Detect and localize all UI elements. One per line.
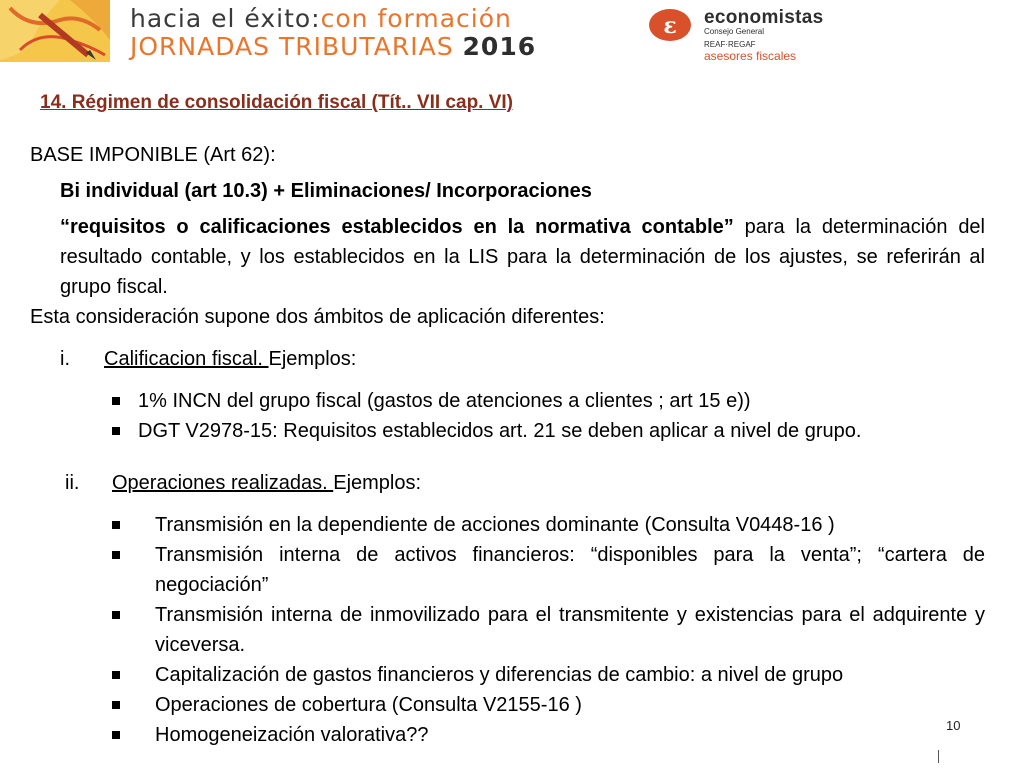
list-item: Transmisión interna de activos financieros: “disponibles para la venta”; “cartera de negociación” <box>112 540 985 600</box>
bullet-icon <box>112 671 120 679</box>
tagline-part2: con formación <box>320 4 512 33</box>
section-ii-label: Operaciones realizadas. <box>112 472 334 494</box>
banner-event-title <box>130 32 536 61</box>
bullet-icon <box>112 427 120 435</box>
economistas-org-block <box>704 8 823 62</box>
event-year: 2016 <box>462 32 537 61</box>
slide-body <box>30 140 985 750</box>
base-imponible-heading: BASE IMPONIBLE (Art 62): <box>30 144 276 166</box>
section-ii-heading <box>65 468 985 498</box>
list-item: DGT V2978-15: Requisitos establecidos art. 21 se deben aplicar a nivel de grupo. <box>112 416 985 446</box>
bullet-icon <box>112 611 120 619</box>
section-i-label: Calificacion fiscal. <box>104 348 269 370</box>
page-number: 10 <box>946 718 961 733</box>
org-consejo: Consejo General <box>704 27 765 36</box>
slide-title: 14. Régimen de consolidación fiscal (Tít.. VII cap. VI) <box>40 92 514 113</box>
requisitos-bold: “requisitos o calificaciones establecidos en la normativa contable” <box>60 216 734 238</box>
list-item: Operaciones de cobertura (Consulta V2155-16 ) <box>112 690 985 720</box>
bullet-icon <box>112 731 120 739</box>
consideracion-text: Esta consideración supone dos ámbitos de aplicación diferentes: <box>30 306 605 328</box>
section-ii-suffix: Ejemplos: <box>333 472 422 494</box>
tagline-part1: hacia el éxito: <box>130 4 321 33</box>
economistas-logo-icon <box>648 8 692 42</box>
org-reaf: REAF·REGAF <box>704 40 756 49</box>
list-item: 1% INCN del grupo fiscal (gastos de atenciones a clientes ; art 15 e)) <box>112 386 985 416</box>
list-item: Capitalización de gastos financieros y diferencias de cambio: a nivel de grupo <box>112 660 985 690</box>
banner-tagline <box>130 4 512 34</box>
bottom-divider <box>938 750 939 763</box>
event-name: JORNADAS TRIBUTARIAS <box>130 32 454 61</box>
section-i-suffix: Ejemplos: <box>268 348 357 370</box>
org-asesores: asesores fiscales <box>704 49 797 63</box>
requisitos-paragraph <box>60 212 985 302</box>
bullet-icon <box>112 701 120 709</box>
org-name: economistas <box>704 7 824 28</box>
section-ii-number: ii. <box>65 472 80 494</box>
list-item: Transmisión interna de inmovilizado para el transmitente y existencias para el adquirente y viceversa. <box>112 600 985 660</box>
svg-text:ε: ε <box>663 13 677 39</box>
bullet-icon <box>112 521 120 529</box>
jornadas-logo-graphic <box>0 0 110 62</box>
list-item: Transmisión en la dependiente de acciones dominante (Consulta V0448-16 ) <box>112 510 985 540</box>
bullet-icon <box>112 397 120 405</box>
section-i-number: i. <box>60 348 70 370</box>
bi-formula: Bi individual (art 10.3) + Eliminaciones/ Incorporaciones <box>60 180 592 202</box>
list-item: Homogeneización valorativa?? <box>112 720 985 750</box>
requisitos-rest: para la determinación del resultado contable, y los establecidos en la LIS para la determinación de los ajustes, se referirán al grupo fiscal. <box>60 216 986 298</box>
bullet-icon <box>112 551 120 559</box>
section-i-heading <box>60 344 985 374</box>
